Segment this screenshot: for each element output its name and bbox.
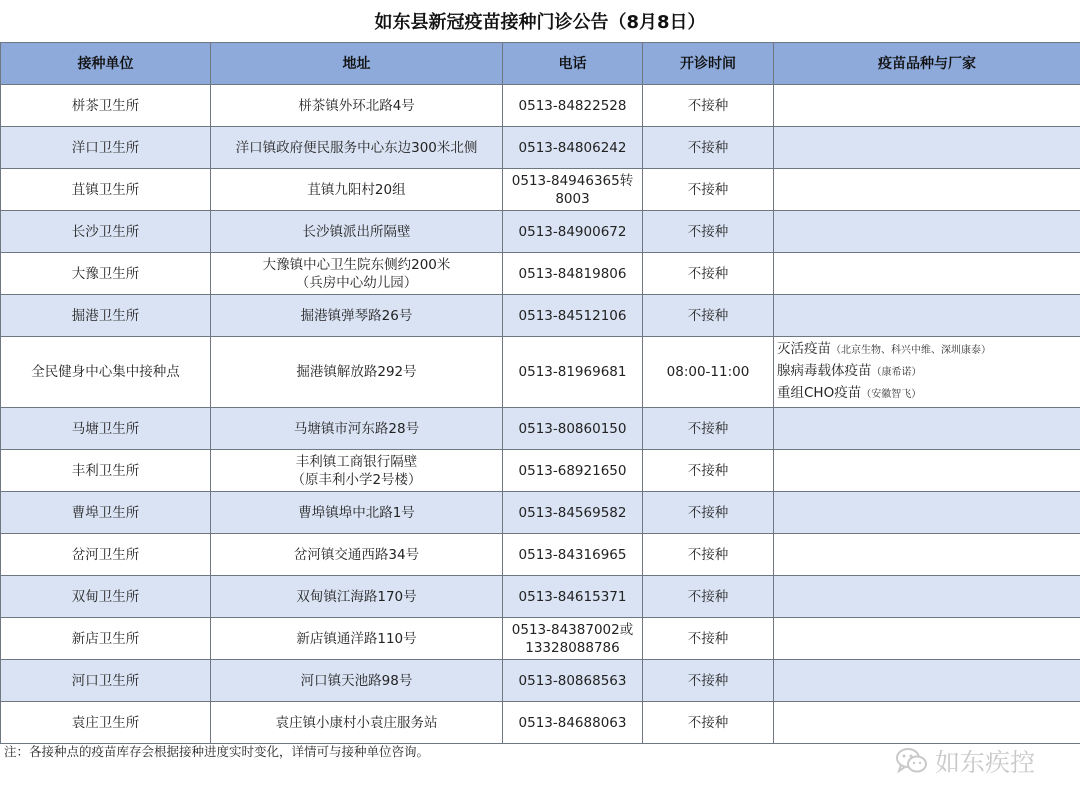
vaccine-name: 灭活疫苗 xyxy=(777,341,831,357)
cell-address xyxy=(211,660,503,702)
header-unit: 接种单位 xyxy=(1,43,211,85)
table-row xyxy=(1,211,1080,253)
cell-vaccine xyxy=(774,337,1080,408)
cell-open-time xyxy=(643,492,774,534)
cell-open-time xyxy=(643,534,774,576)
address-line: 马塘镇市河东路28号 xyxy=(293,420,420,437)
cell-open-time xyxy=(643,702,774,744)
open-time: 不接种 xyxy=(687,181,729,198)
cell-open-time xyxy=(643,85,774,127)
cell-open-time xyxy=(643,450,774,492)
table-row xyxy=(1,450,1080,492)
cell-address xyxy=(211,295,503,337)
open-time: 不接种 xyxy=(687,462,729,479)
unit-name: 长沙卫生所 xyxy=(71,223,140,240)
open-time: 不接种 xyxy=(687,630,729,647)
phone-line: 0513-84387002或 xyxy=(511,621,634,638)
phone-line: 0513-84822528 xyxy=(518,97,627,114)
vaccine-name: 重组CHO疫苗 xyxy=(777,385,862,401)
cell-unit xyxy=(1,169,211,211)
cell-phone xyxy=(503,337,643,408)
address-line: 岔河镇交通西路34号 xyxy=(293,546,420,563)
unit-name: 洋口卫生所 xyxy=(71,139,140,156)
phone-line: 0513-81969681 xyxy=(518,364,627,380)
phone-line: 0513-84819806 xyxy=(518,265,627,282)
cell-open-time xyxy=(643,295,774,337)
address-line-2: （兵房中心幼儿园） xyxy=(295,274,418,291)
cell-address xyxy=(211,450,503,492)
cell-unit xyxy=(1,618,211,660)
unit-name: 马塘卫生所 xyxy=(71,420,140,437)
cell-phone xyxy=(503,618,643,660)
vaccine-line xyxy=(777,339,1077,361)
cell-phone xyxy=(503,576,643,618)
cell-open-time xyxy=(643,660,774,702)
table-row xyxy=(1,253,1080,295)
address-line: 栟茶镇外环北路4号 xyxy=(298,97,415,114)
cell-phone xyxy=(503,492,643,534)
cell-open-time xyxy=(643,408,774,450)
phone-line: 0513-68921650 xyxy=(518,462,627,479)
cell-vaccine xyxy=(774,702,1080,744)
cell-address xyxy=(211,702,503,744)
cell-phone xyxy=(503,169,643,211)
table-row xyxy=(1,127,1080,169)
cell-phone xyxy=(503,660,643,702)
vaccine-line xyxy=(777,361,1077,383)
address-line: 双甸镇江海路170号 xyxy=(296,588,417,605)
cell-vaccine xyxy=(774,534,1080,576)
cell-phone xyxy=(503,450,643,492)
open-time: 不接种 xyxy=(687,546,729,563)
open-time: 不接种 xyxy=(687,223,729,240)
phone-line: 0513-80860150 xyxy=(518,420,627,437)
cell-unit xyxy=(1,660,211,702)
cell-unit xyxy=(1,492,211,534)
address-line: 大豫镇中心卫生院东侧约200米 xyxy=(262,256,451,273)
header-phone: 电话 xyxy=(503,43,643,85)
open-time: 不接种 xyxy=(687,588,729,605)
cell-unit xyxy=(1,211,211,253)
cell-address xyxy=(211,534,503,576)
cell-phone xyxy=(503,534,643,576)
table-header-row xyxy=(1,43,1080,85)
cell-unit xyxy=(1,534,211,576)
cell-phone xyxy=(503,295,643,337)
address-line-2: （原丰利小学2号楼） xyxy=(291,471,422,488)
address-line: 袁庄镇小康村小袁庄服务站 xyxy=(275,714,438,731)
address-line: 掘港镇弹琴路26号 xyxy=(300,307,413,324)
cell-unit xyxy=(1,253,211,295)
cell-address xyxy=(211,127,503,169)
unit-name: 袁庄卫生所 xyxy=(71,714,140,731)
unit-name: 掘港卫生所 xyxy=(71,307,140,324)
cell-open-time xyxy=(643,337,774,408)
cell-open-time xyxy=(643,618,774,660)
cell-vaccine xyxy=(774,660,1080,702)
cell-address xyxy=(211,253,503,295)
cell-vaccine xyxy=(774,127,1080,169)
cell-unit xyxy=(1,702,211,744)
cell-unit xyxy=(1,127,211,169)
cell-phone xyxy=(503,85,643,127)
table-row xyxy=(1,85,1080,127)
address-line: 洋口镇政府便民服务中心东边300米北侧 xyxy=(235,139,478,156)
header-address: 地址 xyxy=(211,43,503,85)
cell-open-time xyxy=(643,576,774,618)
phone-line: 0513-84512106 xyxy=(518,307,627,324)
open-time: 不接种 xyxy=(687,672,729,689)
phone-line: 0513-80868563 xyxy=(518,672,627,689)
table-row xyxy=(1,576,1080,618)
cell-open-time xyxy=(643,169,774,211)
cell-address xyxy=(211,408,503,450)
phone-line: 0513-84569582 xyxy=(518,504,627,521)
open-time: 不接种 xyxy=(687,265,729,282)
open-time: 不接种 xyxy=(687,139,729,156)
header-open-time: 开诊时间 xyxy=(643,43,774,85)
address-line: 长沙镇派出所隔壁 xyxy=(302,223,411,240)
cell-address xyxy=(211,618,503,660)
phone-line: 0513-84900672 xyxy=(518,223,627,240)
address-line: 新店镇通洋路110号 xyxy=(296,630,417,647)
cell-address xyxy=(211,337,503,408)
unit-name: 栟茶卫生所 xyxy=(71,97,140,114)
unit-name: 双甸卫生所 xyxy=(71,588,140,605)
table-row xyxy=(1,337,1080,408)
cell-vaccine xyxy=(774,618,1080,660)
cell-unit xyxy=(1,450,211,492)
cell-vaccine xyxy=(774,253,1080,295)
wechat-icon xyxy=(895,746,929,776)
table-row xyxy=(1,408,1080,450)
vaccine-maker: （北京生物、科兴中维、深圳康泰） xyxy=(831,345,991,356)
open-time: 不接种 xyxy=(687,97,729,114)
table-row xyxy=(1,660,1080,702)
cell-open-time xyxy=(643,127,774,169)
vaccine-maker: （安徽智飞） xyxy=(861,389,922,400)
table-row xyxy=(1,295,1080,337)
watermark xyxy=(895,743,1035,779)
cell-vaccine xyxy=(774,576,1080,618)
table-row xyxy=(1,169,1080,211)
cell-phone xyxy=(503,702,643,744)
cell-phone xyxy=(503,127,643,169)
cell-vaccine xyxy=(774,295,1080,337)
address-line: 掘港镇解放路292号 xyxy=(296,364,417,380)
vaccine-maker: （康希诺） xyxy=(871,367,922,378)
open-time: 不接种 xyxy=(687,420,729,437)
table-row xyxy=(1,702,1080,744)
vaccine-line xyxy=(777,383,1077,405)
phone-line: 0513-84688063 xyxy=(518,714,627,731)
cell-open-time xyxy=(643,253,774,295)
cell-phone xyxy=(503,253,643,295)
cell-vaccine xyxy=(774,85,1080,127)
cell-unit xyxy=(1,408,211,450)
address-line: 曹埠镇埠中北路1号 xyxy=(298,504,415,521)
cell-vaccine xyxy=(774,492,1080,534)
open-time: 08:00-11:00 xyxy=(666,364,750,380)
unit-name: 岔河卫生所 xyxy=(71,546,140,563)
watermark-text: 如东疾控 xyxy=(935,748,1036,777)
phone-line: 0513-84946365转 xyxy=(511,172,634,189)
address-line: 苴镇九阳村20组 xyxy=(307,181,406,198)
cell-address xyxy=(211,169,503,211)
unit-name: 新店卫生所 xyxy=(71,630,140,647)
phone-line-2: 8003 xyxy=(555,190,590,207)
page-title: 如东县新冠疫苗接种门诊公告（8月8日） xyxy=(374,12,706,33)
unit-name: 曹埠卫生所 xyxy=(71,504,140,521)
phone-line: 0513-84615371 xyxy=(518,588,627,605)
cell-address xyxy=(211,492,503,534)
phone-line-2: 13328088786 xyxy=(525,639,620,656)
footnote: 注：各接种点的疫苗库存会根据接种进度实时变化，详情可与接种单位咨询。 xyxy=(4,744,430,759)
address-line: 丰利镇工商银行隔壁 xyxy=(295,453,418,470)
open-time: 不接种 xyxy=(687,307,729,324)
unit-name: 全民健身中心集中接种点 xyxy=(31,364,180,380)
phone-line: 0513-84806242 xyxy=(518,139,627,156)
cell-vaccine xyxy=(774,408,1080,450)
cell-address xyxy=(211,576,503,618)
cell-vaccine xyxy=(774,450,1080,492)
cell-unit xyxy=(1,337,211,408)
table-row xyxy=(1,492,1080,534)
table-row xyxy=(1,618,1080,660)
cell-address xyxy=(211,85,503,127)
open-time: 不接种 xyxy=(687,714,729,731)
clinic-table xyxy=(0,42,1080,744)
open-time: 不接种 xyxy=(687,504,729,521)
phone-line: 0513-84316965 xyxy=(518,546,627,563)
cell-unit xyxy=(1,85,211,127)
unit-name: 苴镇卫生所 xyxy=(71,181,140,198)
cell-unit xyxy=(1,295,211,337)
cell-address xyxy=(211,211,503,253)
cell-phone xyxy=(503,408,643,450)
unit-name: 河口卫生所 xyxy=(71,672,140,689)
vaccine-name: 腺病毒载体疫苗 xyxy=(777,363,872,379)
unit-name: 丰利卫生所 xyxy=(71,462,140,479)
address-line: 河口镇天池路98号 xyxy=(300,672,413,689)
table-row xyxy=(1,534,1080,576)
unit-name: 大豫卫生所 xyxy=(71,265,140,282)
header-vaccine: 疫苗品种与厂家 xyxy=(774,43,1080,85)
cell-unit xyxy=(1,576,211,618)
cell-vaccine xyxy=(774,211,1080,253)
cell-open-time xyxy=(643,211,774,253)
cell-vaccine xyxy=(774,169,1080,211)
cell-phone xyxy=(503,211,643,253)
